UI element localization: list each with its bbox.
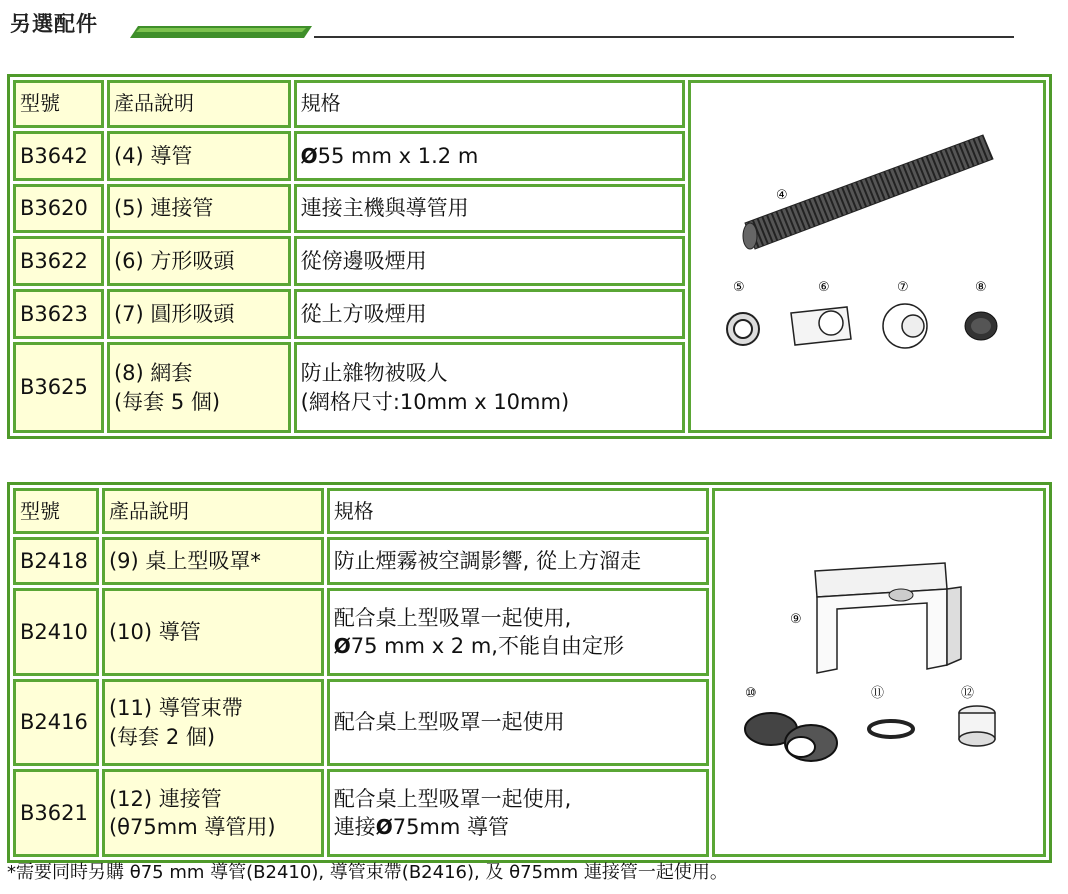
spec-line-2 [334, 632, 702, 660]
section-header [10, 6, 1010, 40]
diameter-symbol: Ø [333, 633, 351, 658]
model-cell: B3621 [13, 769, 99, 857]
desc-cell [102, 679, 324, 767]
model-cell: B2410 [13, 588, 99, 676]
spec-text: 55 mm x 1.2 m [317, 143, 479, 168]
duct-clamp-illustration [869, 721, 913, 737]
desc-line-1: (11) 導管束帶 [108, 696, 243, 721]
mesh-cover-illustration [965, 312, 997, 340]
accessory-table-2 [7, 482, 1052, 863]
model-cell: B2416 [13, 679, 99, 767]
desc-line-1: (12) 連接管 [108, 786, 222, 811]
title-rule [314, 36, 1014, 38]
desc-line-1: (8) 網套 [113, 361, 193, 386]
desc-cell: (4) 導管 [107, 131, 291, 181]
desc-cell: (9) 桌上型吸罩* [102, 537, 324, 585]
spec-line-2-prefix: 連接 [333, 815, 376, 840]
label-11: ⑪ [870, 686, 884, 701]
square-nozzle-illustration [791, 307, 851, 345]
spec-cell: 從傍邊吸煙用 [294, 236, 685, 286]
label-4: ④ [775, 188, 788, 203]
product-figure-cell [712, 488, 1046, 857]
model-cell: B3623 [13, 289, 104, 339]
diameter-symbol: Ø [300, 143, 318, 168]
desktop-hood-illustration [815, 563, 961, 673]
flexible-duct-illustration [745, 713, 837, 761]
table-header-row [13, 488, 1046, 534]
desc-line-2: (每套 2 個) [108, 724, 216, 749]
connector-pipe-illustration [959, 706, 995, 746]
label-10: ⑩ [744, 686, 757, 701]
spec-cell: 連接主機與導管用 [294, 184, 685, 234]
header-model: 型號 [13, 80, 104, 128]
desc-cell: (5) 連接管 [107, 184, 291, 234]
spec-line-1: 防止雜物被吸人 [300, 361, 448, 386]
product-figure-1 [691, 83, 1043, 423]
header-spec: 規格 [294, 80, 685, 128]
connector-illustration [727, 313, 759, 345]
spec-cell [294, 131, 685, 181]
spec-line-1: 配合桌上型吸罩一起使用, [333, 786, 572, 811]
model-cell: B2418 [13, 537, 99, 585]
spec-line-2 [334, 813, 702, 841]
label-7: ⑦ [896, 280, 909, 295]
label-5: ⑤ [732, 280, 745, 295]
section-title: 另選配件 [10, 11, 98, 36]
spec-cell [327, 588, 709, 676]
label-6: ⑥ [817, 280, 830, 295]
label-12: ⑫ [960, 686, 974, 701]
desc-cell: (10) 導管 [102, 588, 324, 676]
desc-cell [102, 769, 324, 857]
spec-cell: 從上方吸煙用 [294, 289, 685, 339]
spec-line-1: 配合桌上型吸罩一起使用, [333, 605, 572, 630]
spec-line-2-text: 75 mm x 2 m,不能自由定形 [350, 633, 624, 658]
footnote: *需要同時另購 θ75 mm 導管(B2410), 導管束帶(B2416), 及 θ75mm 連接管一起使用。 [7, 862, 728, 883]
spec-line-2-text: 75mm 導管 [392, 815, 510, 840]
header-desc: 產品說明 [102, 488, 324, 534]
title-accent-bar [130, 26, 312, 38]
model-cell: B3622 [13, 236, 104, 286]
spec-cell: 防止煙霧被空調影響, 從上方溜走 [327, 537, 709, 585]
header-desc: 產品說明 [107, 80, 291, 128]
spec-cell: 配合桌上型吸罩一起使用 [327, 679, 709, 767]
product-figure-2 [715, 491, 1043, 847]
desc-cell: (6) 方形吸頭 [107, 236, 291, 286]
label-8: ⑧ [974, 280, 987, 295]
table-header-row [13, 80, 1046, 128]
desc-cell [107, 342, 291, 433]
spec-cell [294, 342, 685, 433]
diameter-symbol: Ø [375, 815, 393, 840]
model-cell: B3625 [13, 342, 104, 433]
desc-line-2: (每套 5 個) [113, 389, 221, 414]
header-model: 型號 [13, 488, 99, 534]
model-cell: B3642 [13, 131, 104, 181]
spec-line-2: (網格尺寸:10mm x 10mm) [300, 389, 570, 414]
model-cell: B3620 [13, 184, 104, 234]
header-spec: 規格 [327, 488, 709, 534]
accessory-table-1 [7, 74, 1052, 439]
product-figure-cell [688, 80, 1046, 433]
desc-cell: (7) 圓形吸頭 [107, 289, 291, 339]
spec-cell [327, 769, 709, 857]
label-9: ⑨ [789, 612, 802, 627]
desc-line-2: (θ75mm 導管用) [108, 815, 276, 840]
round-nozzle-illustration [883, 304, 927, 348]
